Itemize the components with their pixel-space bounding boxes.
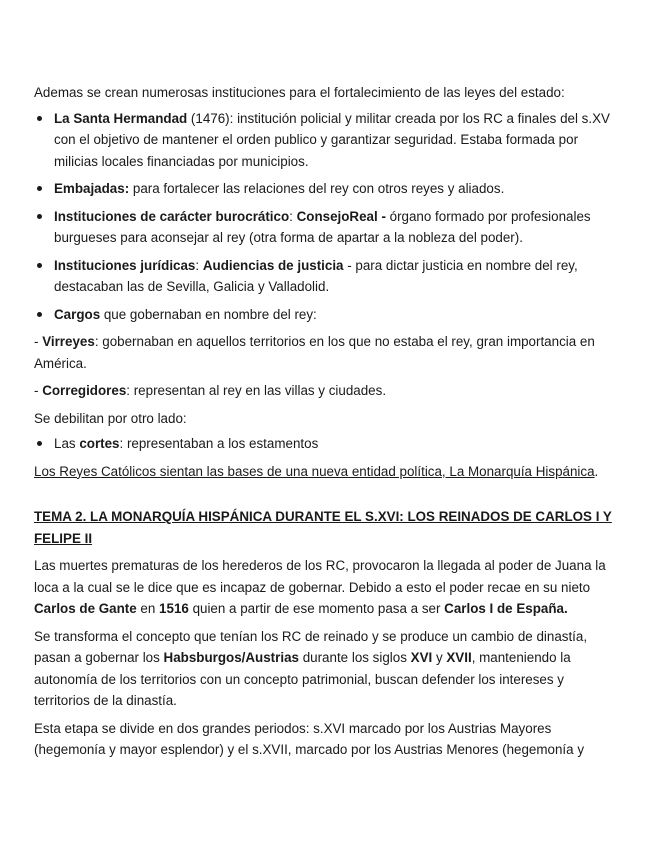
bullet-icon	[37, 214, 42, 219]
corregidores-paragraph: - Corregidores: representan al rey en las villas y ciudades.	[34, 383, 387, 398]
bullet-icon	[37, 263, 42, 268]
paragraph-1: Las muertes prematuras de los herederos de los RC, provocaron la llegada al poder de Juana la loca a la cual se le dice que es incapaz de gobernar. Debido a esto el poder recae en su nieto Carlos de Gante en 1516 quien a partir de ese momento pasa a ser Carlos I de España.	[34, 558, 606, 616]
bullet-icon	[37, 116, 42, 121]
list-item: La Santa Hermandad (1476): institución policial y militar creada por los RC a finales del s.XV con el objetivo de mantener el orden publico y garantizar seguridad. Estaba formada por milicias locales financiadas por municipios.	[34, 108, 614, 173]
paragraph-2: Se transforma el concepto que tenían los RC de reinado y se produce un cambio de dinastía, pasan a gobernar los Habsburgos/Austrias durante los siglos XVI y XVII, manteniendo la autonomía de los territorios con un concepto patrimonial, buscan defender los intereses y territorios de la dinastía.	[34, 628, 588, 708]
institutions-list	[34, 108, 614, 326]
list-item: Instituciones de carácter burocrático: ConsejoReal - órgano formado por profesionales burgueses para aconsejar al rey (otra forma de apartar a la nobleza del poder).	[34, 206, 614, 249]
bullet-icon	[37, 441, 42, 446]
list-item: Instituciones jurídicas: Audiencias de justicia - para dictar justicia en nombre del rey, destacaban las de Sevilla, Galicia y Valladolid.	[34, 255, 614, 298]
bullet-icon	[37, 186, 42, 191]
list-item: Embajadas: para fortalecer las relaciones del rey con otros reyes y aliados.	[34, 178, 614, 200]
cortes-list	[34, 433, 614, 455]
list-item: Las cortes: representaban a los estamentos	[34, 433, 614, 455]
document-page	[34, 82, 614, 761]
section-heading: TEMA 2. LA MONARQUÍA HISPÁNICA DURANTE EL S.XVI: LOS REINADOS DE CARLOS I Y FELIPE II	[34, 509, 612, 546]
list-item: Cargos que gobernaban en nombre del rey:	[34, 304, 614, 326]
debilitan-paragraph: Se debilitan por otro lado:	[34, 410, 187, 426]
virreyes-paragraph: - Virreyes: gobernaban en aquellos territorios en los que no estaba el rey, gran importancia en América.	[34, 334, 595, 371]
conclusion-paragraph: Los Reyes Católicos sientan las bases de una nueva entidad política, La Monarquía Hispánica.	[34, 463, 599, 479]
bullet-icon	[37, 312, 42, 317]
intro-paragraph: Ademas se crean numerosas instituciones para el fortalecimiento de las leyes del estado:	[34, 85, 565, 100]
paragraph-3: Esta etapa se divide en dos grandes periodos: s.XVI marcado por los Austrias Mayores (hegemonía y mayor esplendor) y el s.XVII, marcado por los Austrias Menores (hegemonía y	[34, 720, 585, 757]
